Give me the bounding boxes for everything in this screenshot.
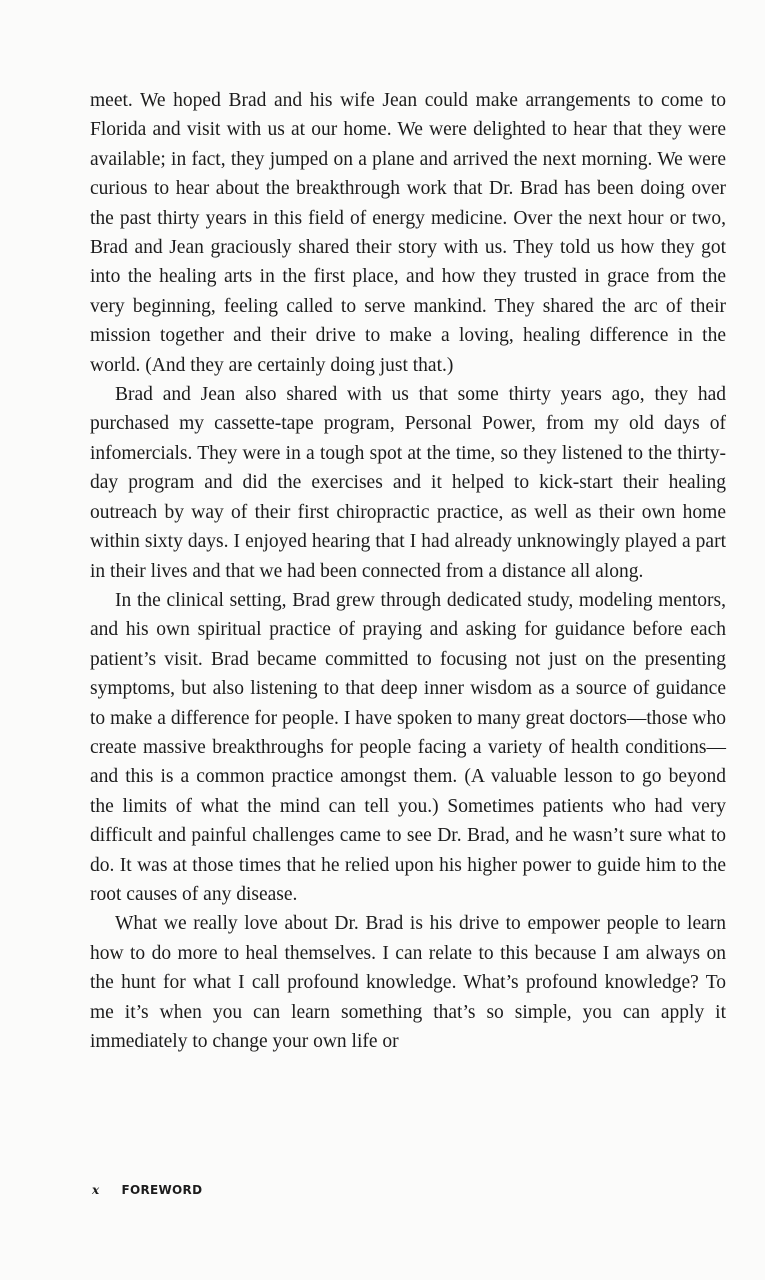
paragraph-2: Brad and Jean also shared with us that some thirty years ago, they had purchased my cassette-tape program, Personal Power, from my old days of infomercials. They were in a tough spot at the time, so they listened to the thirty-day program and did the exercises and it helped to kick-start their healing outreach by way of their first chiropractic practice, as well as their own home within sixty days. I enjoyed hearing that I had already unknowingly played a part in their lives and that we had been connected from a distance all along.: [90, 384, 726, 582]
paragraph-4: What we really love about Dr. Brad is his drive to empower people to learn how to do more to heal themselves. I can relate to this because I am always on the hunt for what I call profound knowledge. What’s profound knowledge? To me it’s when you can learn something that’s so simple, you can apply it immediately to change your own life or: [90, 913, 726, 1052]
paragraph-3: In the clinical setting, Brad grew through dedicated study, modeling mentors, and his own spiritual practice of praying and asking for guidance before each patient’s visit. Brad became committed to focusing not just on the presenting symptoms, but also listening to that deep inner wisdom as a source of guidance to make a difference for people. I have spoken to many great doctors—those who create massive breakthroughs for people facing a variety of health conditions—and this is a common practice amongst them. (A valuable lesson to go beyond the limits of what the mind can tell you.) Sometimes patients who had very difficult and painful challenges came to see Dr. Brad, and he wasn’t sure what to do. It was at those times that he relied upon his higher power to guide him to the root causes of any disease.: [90, 589, 726, 905]
paragraph-1: meet. We hoped Brad and his wife Jean could make arrangements to come to Florida and visit with us at our home. We were delighted to hear that they were available; in fact, they jumped on a plane and arrived the next morning. We were curious to hear about the breakthrough work that Dr. Brad has been doing over the past thirty years in this field of energy medicine. Over the next hour or two, Brad and Jean graciously shared their story with us. They told us how they got into the healing arts in the first place, and how they trusted in grace from the very beginning, feeling called to serve mankind. They shared the arc of their mission together and their drive to make a loving, healing difference in the world. (And they are certainly doing just that.): [90, 90, 726, 376]
body-text: [90, 86, 726, 1056]
running-footer-section: FOREWORD: [121, 1183, 203, 1197]
page-footer: [92, 1183, 202, 1197]
page-number: x: [92, 1183, 100, 1197]
